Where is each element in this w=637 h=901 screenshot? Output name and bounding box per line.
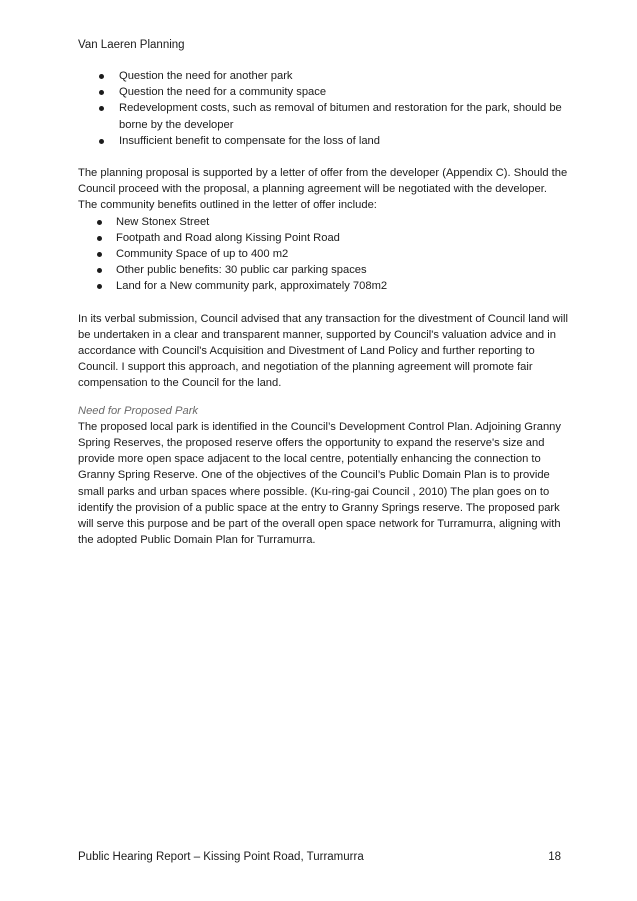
list-item bbox=[78, 230, 568, 246]
bullet-icon bbox=[97, 236, 102, 241]
list-item bbox=[78, 133, 568, 149]
page-footer bbox=[78, 849, 561, 865]
list-item bbox=[78, 246, 568, 262]
list-item-text: Footpath and Road along Kissing Point Road bbox=[116, 231, 340, 244]
list-item-text: Community Space of up to 400 m2 bbox=[116, 248, 289, 261]
offer-paragraph: The planning proposal is supported by a letter of offer from the developer (Appendix C). Should the Council proceed with the proposal, a planning agreement will be negotiated with the developer. bbox=[78, 167, 568, 196]
page-number: 18 bbox=[548, 851, 561, 863]
bullet-icon bbox=[97, 220, 102, 225]
list-item-text: New Stonex Street bbox=[116, 215, 210, 228]
list-item bbox=[78, 68, 568, 84]
bullet-icon bbox=[99, 106, 104, 111]
list-item-text: Other public benefits: 30 public car parking spaces bbox=[116, 264, 367, 277]
list-item bbox=[78, 278, 568, 294]
section-body: The proposed local park is identified in the Council’s Development Control Plan. Adjoining Granny Spring Reserves, the proposed reserve offers the opportunity to expand the reserve's size and provide more open space adjacent to the local centre, potentially enhancing the connection to Granny Spring Reserve. One of the objectives of the Council’s Public Domain Plan is to provide small parks and urban spaces where possible. (Ku-ring-gai Council , 2010) The plan goes on to identify the provision of a public space at the entry to Granny Springs reserve. The proposed park will serve this purpose and be part of the overall open space network for Turramurra, aligning with the adopted Public Domain Plan for Turramurra. bbox=[78, 420, 561, 547]
list-item bbox=[78, 214, 568, 230]
list-item-text: Question the need for another park bbox=[119, 70, 293, 82]
list-item bbox=[78, 262, 568, 278]
list-item-text: Insufficient benefit to compensate for the loss of land bbox=[119, 134, 380, 147]
section-heading: Need for Proposed Park bbox=[78, 404, 199, 417]
benefits-list bbox=[78, 214, 568, 295]
verbal-submission-paragraph: In its verbal submission, Council advised that any transaction for the divestment of Council land will be undertaken in a clear and transparent manner, supported by Council's valuation advice and in accordance with Council's Acquisition and Divestment of Land Policy and further reporting to Council. I support this approach, and negotiation of the planning agreement will promote fair compensation to the Council for the land. bbox=[78, 312, 569, 390]
benefits-intro: The community benefits outlined in the letter of offer include: bbox=[78, 199, 377, 212]
bullet-icon bbox=[99, 74, 104, 79]
objections-list bbox=[78, 68, 568, 149]
bullet-icon bbox=[99, 139, 104, 144]
running-header: Van Laeren Planning bbox=[78, 39, 185, 51]
list-item bbox=[78, 100, 568, 132]
bullet-icon bbox=[99, 90, 104, 95]
footer-report-title: Public Hearing Report – Kissing Point Road, Turramurra bbox=[78, 851, 364, 863]
page-body bbox=[78, 68, 568, 548]
bullet-icon bbox=[97, 268, 102, 273]
list-item-text: Land for a New community park, approximately 708m2 bbox=[116, 280, 388, 293]
list-item-text: Redevelopment costs, such as removal of bitumen and restoration for the park, should be borne by the developer bbox=[119, 102, 562, 131]
list-item-text: Question the need for a community space bbox=[119, 86, 327, 99]
bullet-icon bbox=[97, 252, 102, 257]
list-item bbox=[78, 84, 568, 100]
bullet-icon bbox=[97, 284, 102, 289]
